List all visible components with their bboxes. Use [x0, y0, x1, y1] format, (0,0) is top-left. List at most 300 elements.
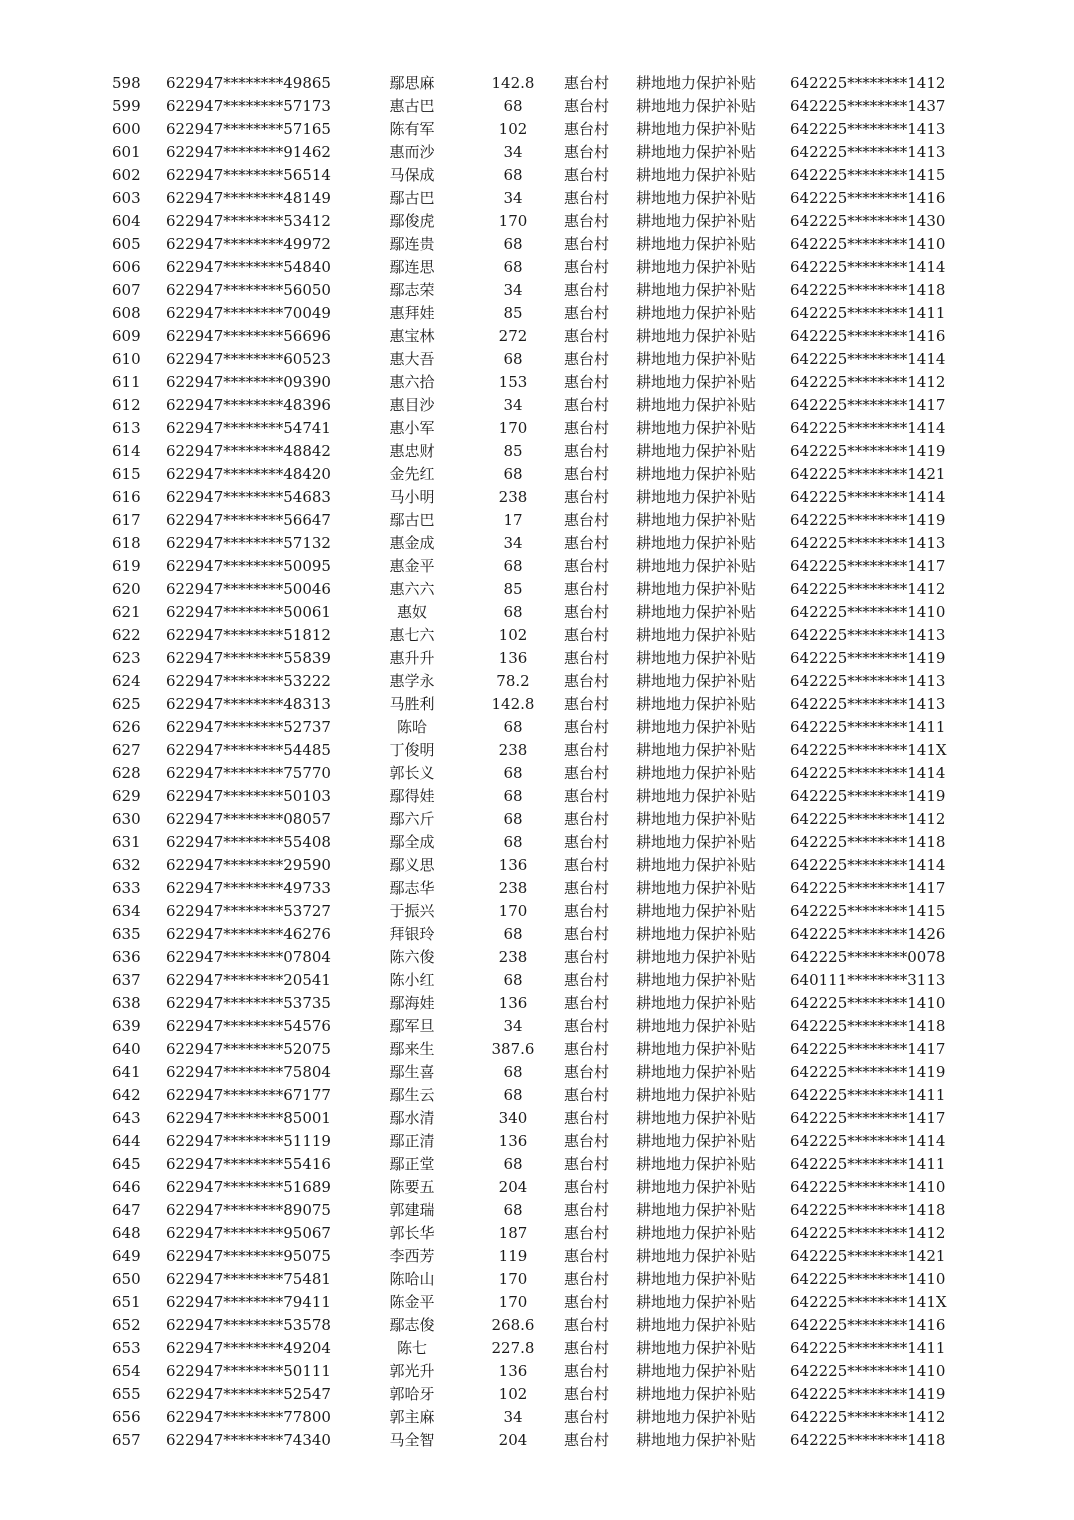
row-number: 648	[112, 1224, 141, 1242]
row-number: 625	[112, 695, 141, 713]
subsidy-amount: 136	[498, 1362, 528, 1380]
id-number: 642225********1414	[790, 350, 946, 368]
table-row	[0, 1176, 1074, 1199]
table-row	[0, 1107, 1074, 1130]
person-name: 惠目沙	[389, 396, 435, 414]
account-number: 622947********50103	[166, 787, 331, 805]
row-number: 643	[112, 1109, 141, 1127]
row-number: 619	[112, 557, 141, 575]
id-number: 642225********1411	[790, 304, 946, 322]
subsidy-type: 耕地地力保护补贴	[636, 626, 757, 644]
village-name: 惠台村	[564, 1017, 610, 1035]
village-name: 惠台村	[564, 971, 610, 989]
table-row	[0, 1038, 1074, 1061]
id-number: 642225********1410	[790, 1178, 946, 1196]
subsidy-type: 耕地地力保护补贴	[636, 833, 757, 851]
id-number: 642225********1426	[790, 925, 946, 943]
subsidy-amount: 102	[498, 1385, 528, 1403]
row-number: 630	[112, 810, 141, 828]
subsidy-amount: 170	[498, 1293, 528, 1311]
account-number: 622947********52737	[166, 718, 331, 736]
person-name: 郭哈牙	[389, 1385, 435, 1403]
subsidy-amount: 68	[503, 235, 523, 253]
account-number: 622947********50046	[166, 580, 331, 598]
person-name: 金先红	[389, 465, 435, 483]
table-row	[0, 1245, 1074, 1268]
account-number: 622947********50111	[166, 1362, 331, 1380]
row-number: 652	[112, 1316, 141, 1334]
id-number: 642225********1417	[790, 557, 946, 575]
row-number: 611	[112, 373, 141, 391]
table-row	[0, 762, 1074, 785]
id-number: 642225********1419	[790, 1385, 946, 1403]
table-row	[0, 946, 1074, 969]
village-name: 惠台村	[564, 879, 610, 897]
table-row	[0, 854, 1074, 877]
subsidy-type: 耕地地力保护补贴	[636, 1431, 757, 1449]
person-name: 惠奴	[396, 603, 427, 621]
person-name: 丁俊明	[389, 741, 435, 759]
village-name: 惠台村	[564, 1224, 610, 1242]
subsidy-amount: 238	[498, 948, 528, 966]
id-number: 642225********1419	[790, 649, 946, 667]
subsidy-amount: 136	[498, 649, 528, 667]
table-row	[0, 670, 1074, 693]
subsidy-amount: 68	[503, 465, 523, 483]
person-name: 郭建瑞	[389, 1201, 435, 1219]
row-number: 645	[112, 1155, 141, 1173]
id-number: 642225********1412	[790, 580, 946, 598]
id-number: 642225********1419	[790, 787, 946, 805]
row-number: 606	[112, 258, 141, 276]
row-number: 654	[112, 1362, 141, 1380]
subsidy-amount: 102	[498, 626, 528, 644]
village-name: 惠台村	[564, 994, 610, 1012]
subsidy-amount: 238	[498, 488, 528, 506]
id-number: 642225********1412	[790, 1408, 946, 1426]
subsidy-type: 耕地地力保护补贴	[636, 1201, 757, 1219]
person-name: 惠而沙	[389, 143, 435, 161]
village-name: 惠台村	[564, 350, 610, 368]
subsidy-amount: 34	[503, 143, 523, 161]
person-name: 鄢海娃	[389, 994, 435, 1012]
row-number: 635	[112, 925, 141, 943]
village-name: 惠台村	[564, 1155, 610, 1173]
row-number: 647	[112, 1201, 141, 1219]
person-name: 陈要五	[389, 1178, 435, 1196]
subsidy-amount: 136	[498, 856, 528, 874]
row-number: 598	[112, 74, 141, 92]
account-number: 622947********08057	[166, 810, 331, 828]
person-name: 惠忠财	[389, 442, 435, 460]
person-name: 鄢连思	[389, 258, 435, 276]
village-name: 惠台村	[564, 1339, 610, 1357]
person-name: 惠古巴	[389, 97, 435, 115]
subsidy-type: 耕地地力保护补贴	[636, 1178, 757, 1196]
person-name: 鄢古巴	[389, 511, 435, 529]
id-number: 642225********1417	[790, 1040, 946, 1058]
person-name: 惠七六	[389, 626, 435, 644]
village-name: 惠台村	[564, 649, 610, 667]
table-row	[0, 256, 1074, 279]
person-name: 马胜利	[389, 695, 435, 713]
subsidy-amount: 136	[498, 1132, 528, 1150]
subsidy-type: 耕地地力保护补贴	[636, 488, 757, 506]
subsidy-amount: 68	[503, 1201, 523, 1219]
account-number: 622947********89075	[166, 1201, 331, 1219]
roster-body	[0, 72, 1074, 1452]
row-number: 620	[112, 580, 141, 598]
village-name: 惠台村	[564, 1385, 610, 1403]
village-name: 惠台村	[564, 787, 610, 805]
subsidy-type: 耕地地力保护补贴	[636, 994, 757, 1012]
subsidy-type: 耕地地力保护补贴	[636, 350, 757, 368]
row-number: 642	[112, 1086, 141, 1104]
account-number: 622947********95067	[166, 1224, 331, 1242]
table-row	[0, 463, 1074, 486]
village-name: 惠台村	[564, 856, 610, 874]
village-name: 惠台村	[564, 1109, 610, 1127]
account-number: 622947********50095	[166, 557, 331, 575]
subsidy-type: 耕地地力保护补贴	[636, 879, 757, 897]
subsidy-amount: 204	[498, 1178, 528, 1196]
account-number: 622947********48149	[166, 189, 331, 207]
village-name: 惠台村	[564, 1316, 610, 1334]
subsidy-amount: 68	[503, 971, 523, 989]
subsidy-type: 耕地地力保护补贴	[636, 580, 757, 598]
village-name: 惠台村	[564, 281, 610, 299]
person-name: 惠金成	[389, 534, 435, 552]
person-name: 鄢来生	[389, 1040, 435, 1058]
table-row	[0, 1406, 1074, 1429]
subsidy-amount: 142.8	[491, 74, 535, 92]
village-name: 惠台村	[564, 557, 610, 575]
table-row	[0, 1337, 1074, 1360]
id-number: 642225********1415	[790, 166, 946, 184]
table-row	[0, 992, 1074, 1015]
row-number: 653	[112, 1339, 141, 1357]
person-name: 鄢思麻	[389, 74, 435, 92]
table-row	[0, 95, 1074, 118]
village-name: 惠台村	[564, 1178, 610, 1196]
subsidy-amount: 68	[503, 833, 523, 851]
subsidy-amount: 238	[498, 741, 528, 759]
row-number: 631	[112, 833, 141, 851]
row-number: 617	[112, 511, 141, 529]
row-number: 651	[112, 1293, 141, 1311]
table-row	[0, 1291, 1074, 1314]
row-number: 657	[112, 1431, 141, 1449]
village-name: 惠台村	[564, 626, 610, 644]
subsidy-type: 耕地地力保护补贴	[636, 603, 757, 621]
table-row	[0, 1222, 1074, 1245]
account-number: 622947********55839	[166, 649, 331, 667]
subsidy-type: 耕地地力保护补贴	[636, 419, 757, 437]
subsidy-amount: 85	[503, 442, 523, 460]
row-number: 610	[112, 350, 141, 368]
table-row	[0, 739, 1074, 762]
person-name: 惠小军	[389, 419, 435, 437]
village-name: 惠台村	[564, 1201, 610, 1219]
account-number: 622947********85001	[166, 1109, 331, 1127]
id-number: 642225********1410	[790, 603, 946, 621]
id-number: 642225********1412	[790, 373, 946, 391]
account-number: 622947********54485	[166, 741, 331, 759]
subsidy-type: 耕地地力保护补贴	[636, 1270, 757, 1288]
id-number: 642225********1416	[790, 327, 946, 345]
id-number: 642225********1411	[790, 1339, 946, 1357]
village-name: 惠台村	[564, 1431, 610, 1449]
village-name: 惠台村	[564, 235, 610, 253]
village-name: 惠台村	[564, 419, 610, 437]
subsidy-type: 耕地地力保护补贴	[636, 1155, 757, 1173]
subsidy-amount: 136	[498, 994, 528, 1012]
person-name: 惠金平	[389, 557, 435, 575]
subsidy-type: 耕地地力保护补贴	[636, 1017, 757, 1035]
subsidy-amount: 68	[503, 258, 523, 276]
table-row	[0, 647, 1074, 670]
person-name: 陈六俊	[389, 948, 435, 966]
subsidy-amount: 170	[498, 902, 528, 920]
person-name: 惠大吾	[389, 350, 435, 368]
row-number: 637	[112, 971, 141, 989]
account-number: 622947********57173	[166, 97, 331, 115]
row-number: 624	[112, 672, 141, 690]
subsidy-type: 耕地地力保护补贴	[636, 971, 757, 989]
row-number: 649	[112, 1247, 141, 1265]
person-name: 鄢志华	[389, 879, 435, 897]
table-row	[0, 164, 1074, 187]
person-name: 陈哈	[396, 718, 427, 736]
table-row	[0, 509, 1074, 532]
id-number: 642225********1419	[790, 1063, 946, 1081]
village-name: 惠台村	[564, 534, 610, 552]
id-number: 642225********1418	[790, 1431, 946, 1449]
subsidy-type: 耕地地力保护补贴	[636, 74, 757, 92]
village-name: 惠台村	[564, 1063, 610, 1081]
row-number: 634	[112, 902, 141, 920]
account-number: 622947********20541	[166, 971, 331, 989]
table-row	[0, 716, 1074, 739]
subsidy-amount: 34	[503, 1017, 523, 1035]
account-number: 622947********57132	[166, 534, 331, 552]
id-number: 642225********0078	[790, 948, 946, 966]
table-row	[0, 417, 1074, 440]
village-name: 惠台村	[564, 718, 610, 736]
account-number: 622947********55416	[166, 1155, 331, 1173]
row-number: 621	[112, 603, 141, 621]
table-row	[0, 1130, 1074, 1153]
village-name: 惠台村	[564, 74, 610, 92]
table-row	[0, 831, 1074, 854]
person-name: 鄢生云	[389, 1086, 435, 1104]
subsidy-amount: 170	[498, 212, 528, 230]
account-number: 622947********53222	[166, 672, 331, 690]
person-name: 陈小红	[389, 971, 435, 989]
subsidy-amount: 170	[498, 1270, 528, 1288]
id-number: 642225********1413	[790, 695, 946, 713]
village-name: 惠台村	[564, 810, 610, 828]
account-number: 622947********70049	[166, 304, 331, 322]
person-name: 郭光升	[389, 1362, 435, 1380]
row-number: 612	[112, 396, 141, 414]
person-name: 鄢得娃	[389, 787, 435, 805]
village-name: 惠台村	[564, 465, 610, 483]
id-number: 642225********1412	[790, 74, 946, 92]
table-row	[0, 187, 1074, 210]
subsidy-amount: 227.8	[491, 1339, 535, 1357]
subsidy-amount: 238	[498, 879, 528, 897]
account-number: 622947********57165	[166, 120, 331, 138]
table-row	[0, 118, 1074, 141]
subsidy-amount: 68	[503, 787, 523, 805]
person-name: 鄢义思	[389, 856, 435, 874]
row-number: 608	[112, 304, 141, 322]
subsidy-amount: 68	[503, 764, 523, 782]
subsidy-type: 耕地地力保护补贴	[636, 810, 757, 828]
subsidy-type: 耕地地力保护补贴	[636, 1109, 757, 1127]
subsidy-type: 耕地地力保护补贴	[636, 166, 757, 184]
id-number: 642225********1419	[790, 442, 946, 460]
person-name: 马全智	[389, 1431, 435, 1449]
account-number: 622947********56696	[166, 327, 331, 345]
id-number: 642225********1413	[790, 120, 946, 138]
subsidy-type: 耕地地力保护补贴	[636, 465, 757, 483]
id-number: 642225********1437	[790, 97, 946, 115]
table-row	[0, 1061, 1074, 1084]
id-number: 642225********1418	[790, 1201, 946, 1219]
account-number: 622947********52075	[166, 1040, 331, 1058]
account-number: 622947********67177	[166, 1086, 331, 1104]
row-number: 614	[112, 442, 141, 460]
id-number: 642225********1416	[790, 189, 946, 207]
village-name: 惠台村	[564, 511, 610, 529]
subsidy-type: 耕地地力保护补贴	[636, 1063, 757, 1081]
row-number: 640	[112, 1040, 141, 1058]
subsidy-type: 耕地地力保护补贴	[636, 1316, 757, 1334]
account-number: 622947********49733	[166, 879, 331, 897]
id-number: 642225********141X	[790, 741, 947, 759]
subsidy-type: 耕地地力保护补贴	[636, 534, 757, 552]
account-number: 622947********79411	[166, 1293, 331, 1311]
row-number: 613	[112, 419, 141, 437]
person-name: 郭主麻	[389, 1408, 435, 1426]
row-number: 616	[112, 488, 141, 506]
id-number: 642225********1416	[790, 1316, 946, 1334]
subsidy-type: 耕地地力保护补贴	[636, 97, 757, 115]
account-number: 622947********48842	[166, 442, 331, 460]
person-name: 鄢俊虎	[389, 212, 435, 230]
table-row	[0, 348, 1074, 371]
row-number: 605	[112, 235, 141, 253]
account-number: 622947********56647	[166, 511, 331, 529]
subsidy-type: 耕地地力保护补贴	[636, 948, 757, 966]
table-row	[0, 555, 1074, 578]
table-row	[0, 601, 1074, 624]
account-number: 622947********95075	[166, 1247, 331, 1265]
person-name: 李西芳	[389, 1247, 435, 1265]
row-number: 599	[112, 97, 141, 115]
subsidy-amount: 85	[503, 304, 523, 322]
account-number: 622947********49865	[166, 74, 331, 92]
person-name: 鄢志荣	[389, 281, 435, 299]
village-name: 惠台村	[564, 741, 610, 759]
account-number: 622947********51812	[166, 626, 331, 644]
id-number: 642225********1417	[790, 396, 946, 414]
subsidy-amount: 68	[503, 810, 523, 828]
row-number: 641	[112, 1063, 141, 1081]
table-row	[0, 1360, 1074, 1383]
table-row	[0, 325, 1074, 348]
subsidy-type: 耕地地力保护补贴	[636, 511, 757, 529]
subsidy-type: 耕地地力保护补贴	[636, 258, 757, 276]
table-row	[0, 624, 1074, 647]
person-name: 惠宝林	[389, 327, 435, 345]
subsidy-type: 耕地地力保护补贴	[636, 1132, 757, 1150]
subsidy-amount: 272	[498, 327, 528, 345]
subsidy-type: 耕地地力保护补贴	[636, 327, 757, 345]
subsidy-amount: 85	[503, 580, 523, 598]
person-name: 惠六拾	[389, 373, 435, 391]
village-name: 惠台村	[564, 695, 610, 713]
subsidy-amount: 17	[503, 511, 523, 529]
subsidy-amount: 268.6	[491, 1316, 535, 1334]
person-name: 鄢正堂	[389, 1155, 435, 1173]
village-name: 惠台村	[564, 373, 610, 391]
row-number: 618	[112, 534, 141, 552]
subsidy-amount: 142.8	[491, 695, 535, 713]
subsidy-amount: 68	[503, 1086, 523, 1104]
account-number: 622947********54741	[166, 419, 331, 437]
id-number: 642225********1414	[790, 419, 946, 437]
subsidy-amount: 34	[503, 396, 523, 414]
table-row	[0, 210, 1074, 233]
subsidy-type: 耕地地力保护补贴	[636, 1362, 757, 1380]
village-name: 惠台村	[564, 97, 610, 115]
village-name: 惠台村	[564, 258, 610, 276]
subsidy-amount: 68	[503, 350, 523, 368]
subsidy-type: 耕地地力保护补贴	[636, 672, 757, 690]
subsidy-type: 耕地地力保护补贴	[636, 212, 757, 230]
person-name: 陈七	[396, 1339, 427, 1357]
person-name: 鄢连贵	[389, 235, 435, 253]
id-number: 642225********1418	[790, 1017, 946, 1035]
account-number: 622947********49204	[166, 1339, 331, 1357]
table-row	[0, 1383, 1074, 1406]
person-name: 陈有军	[389, 120, 435, 138]
id-number: 642225********1412	[790, 1224, 946, 1242]
person-name: 惠六六	[389, 580, 435, 598]
subsidy-type: 耕地地力保护补贴	[636, 856, 757, 874]
subsidy-type: 耕地地力保护补贴	[636, 902, 757, 920]
subsidy-type: 耕地地力保护补贴	[636, 925, 757, 943]
subsidy-amount: 204	[498, 1431, 528, 1449]
village-name: 惠台村	[564, 442, 610, 460]
village-name: 惠台村	[564, 925, 610, 943]
subsidy-type: 耕地地力保护补贴	[636, 120, 757, 138]
id-number: 642225********1412	[790, 810, 946, 828]
subsidy-type: 耕地地力保护补贴	[636, 1086, 757, 1104]
account-number: 622947********75770	[166, 764, 331, 782]
account-number: 622947********48396	[166, 396, 331, 414]
row-number: 646	[112, 1178, 141, 1196]
account-number: 622947********53412	[166, 212, 331, 230]
id-number: 642225********1418	[790, 281, 946, 299]
subsidy-amount: 153	[498, 373, 528, 391]
subsidy-type: 耕地地力保护补贴	[636, 1339, 757, 1357]
subsidy-amount: 68	[503, 557, 523, 575]
id-number: 642225********1421	[790, 465, 946, 483]
